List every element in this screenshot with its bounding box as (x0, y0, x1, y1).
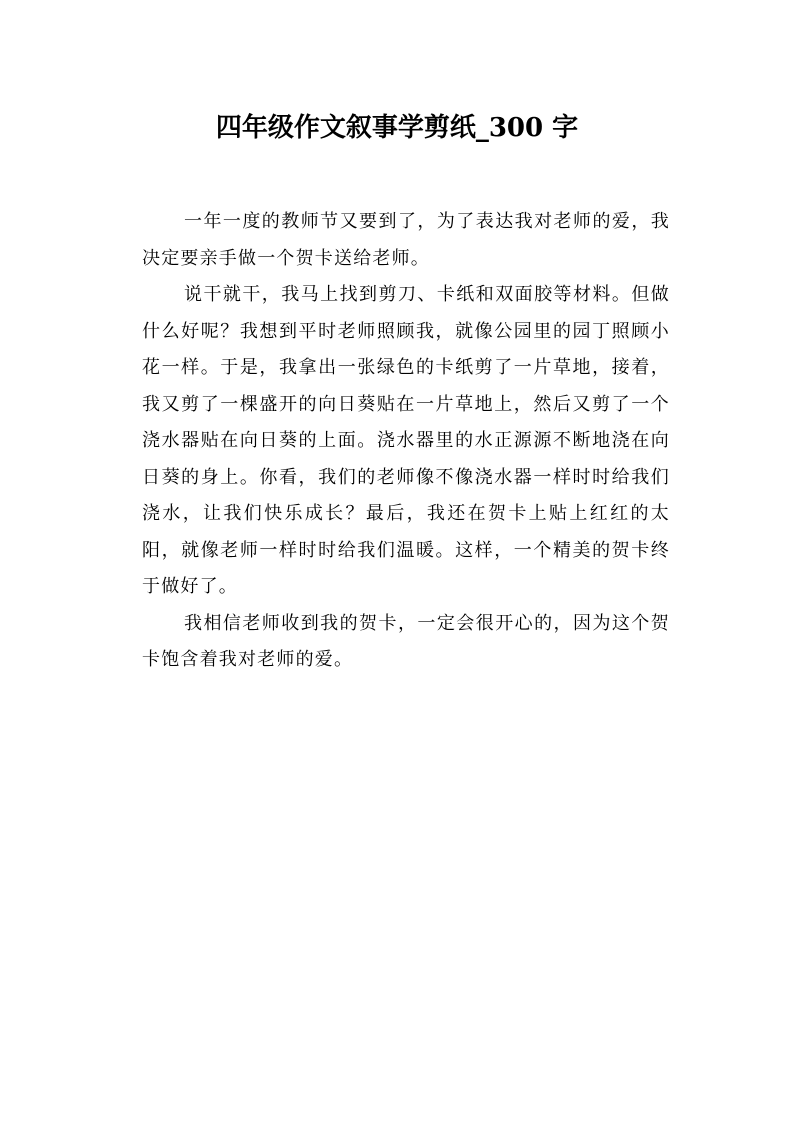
paragraph-2: 说干就干，我马上找到剪刀、卡纸和双面胶等材料。但做什么好呢？我想到平时老师照顾我，就像公园里的园丁照顾小花一样。于是，我拿出一张绿色的卡纸剪了一片草地，接着，我又剪了一棵盛开的向日葵贴在一片草地上，然后又剪了一个浇水器贴在向日葵的上面。浇水器里的水正源源不断地浇在向日葵的身上。你看，我们的老师像不像浇水器一样时时给我们浇水，让我们快乐成长？最后，我还在贺卡上贴上红红的太阳，就像老师一样时时给我们温暖。这样，一个精美的贺卡终于做好了。 (142, 284, 670, 597)
document-title: 四年级作文叙事学剪纸_300 字 (215, 113, 579, 143)
document-body (142, 204, 670, 679)
paragraph-3: 我相信老师收到我的贺卡，一定会很开心的，因为这个贺卡饱含着我对老师的爱。 (142, 612, 670, 670)
paragraph-1: 一年一度的教师节又要到了，为了表达我对老师的爱，我决定要亲手做一个贺卡送给老师。 (142, 211, 670, 269)
